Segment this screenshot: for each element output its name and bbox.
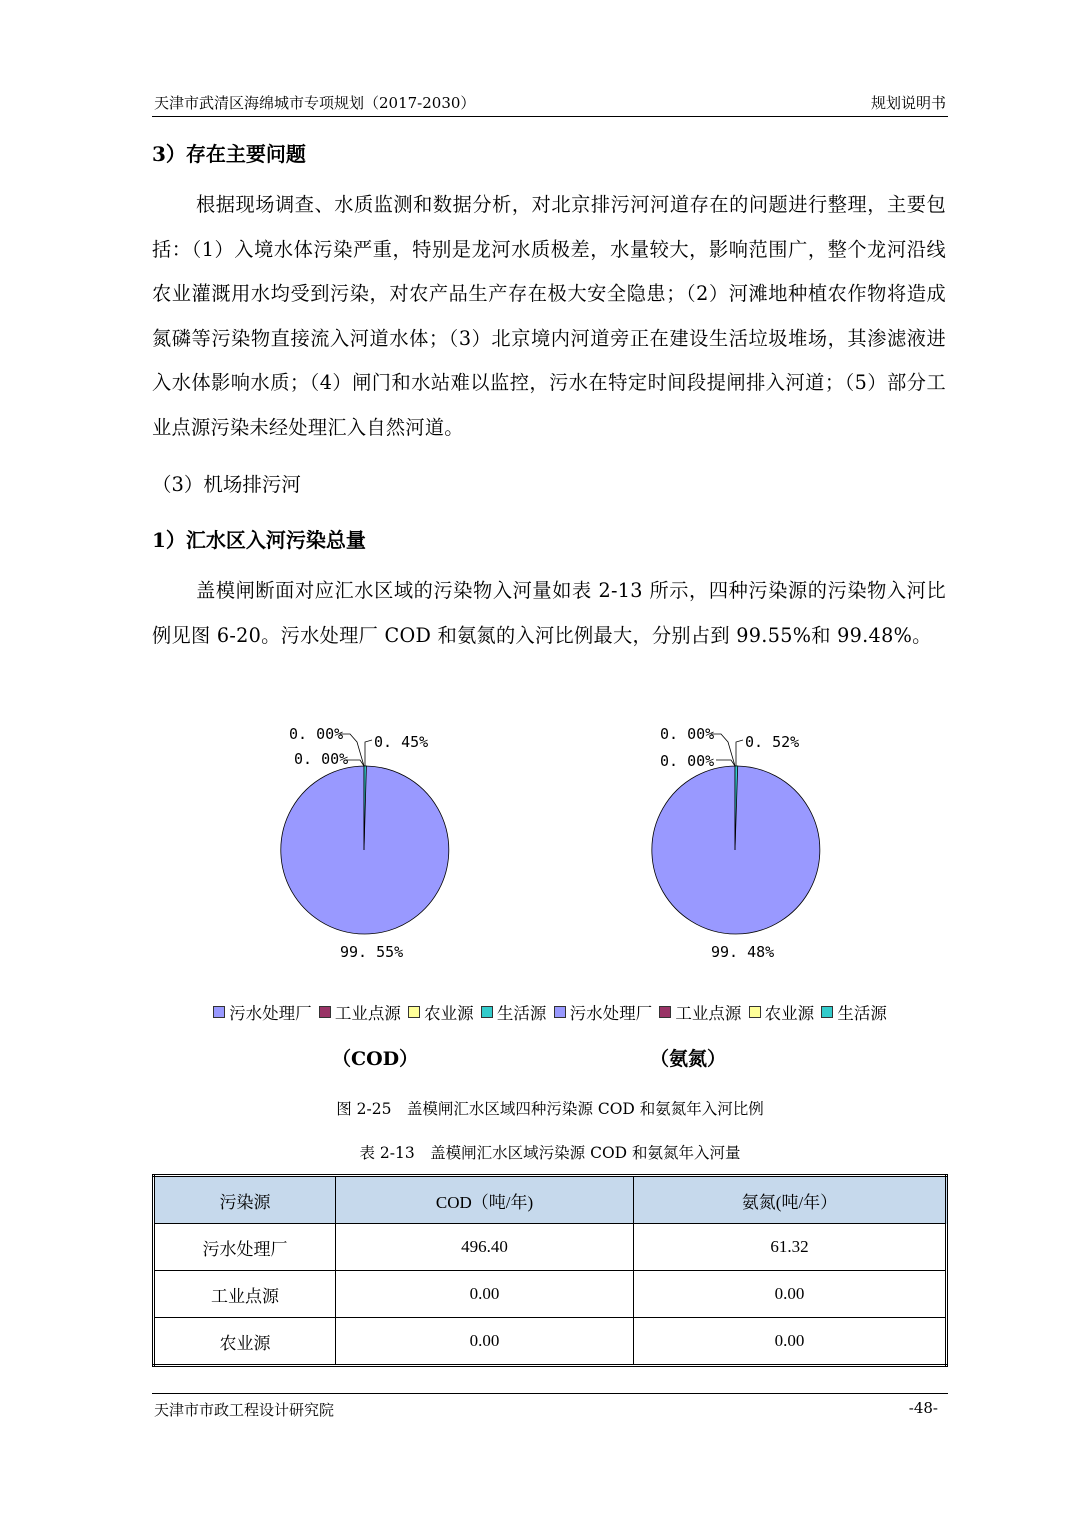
pie-chart-ammonia <box>623 718 883 978</box>
label-agricultural: 0. 00% <box>294 750 349 768</box>
heading-main-problems: 3）存在主要问题 <box>152 142 306 166</box>
legend-swatch-icon <box>408 1006 420 1018</box>
legend-item <box>821 1000 887 1024</box>
figure-caption: 图 2-25 盖模闸汇水区域四种污染源 COD 和氨氮年入河比例 <box>336 1100 764 1118</box>
table-row <box>154 1318 947 1366</box>
legend-item <box>213 1000 312 1024</box>
label-industrial: 0. 00% <box>660 725 715 743</box>
table-caption: 表 2-13 盖模闸汇水区域污染源 COD 和氨氮年入河量 <box>359 1144 741 1162</box>
table-row <box>154 1224 947 1271</box>
label-domestic: 0. 52% <box>745 733 800 751</box>
table-cell: 0.00 <box>336 1318 634 1366</box>
heading-total-pollution: 1）汇水区入河污染总量 <box>152 528 366 552</box>
leader-line <box>365 740 372 766</box>
table-cell: 496.40 <box>336 1224 634 1271</box>
legend-label: 农业源 <box>764 1004 815 1023</box>
page-footer <box>152 1393 948 1419</box>
pollution-table <box>152 1174 948 1367</box>
legend-item <box>481 1000 547 1024</box>
header-doc-type: 规划说明书 <box>870 94 946 112</box>
legend-label: 污水处理厂 <box>229 1004 312 1023</box>
header-title: 天津市武清区海绵城市专项规划（2017-2030） <box>154 94 476 112</box>
legend-item <box>749 1000 815 1024</box>
page-header <box>152 92 948 117</box>
legend-label: 生活源 <box>837 1004 887 1023</box>
label-sewage-plant: 99. 55% <box>340 943 404 961</box>
legend-item <box>408 1000 474 1024</box>
table-cell: 0.00 <box>634 1271 947 1318</box>
table-cell: 工业点源 <box>154 1271 336 1318</box>
label-agricultural: 0. 00% <box>660 752 715 770</box>
legend-swatch-icon <box>319 1006 331 1018</box>
legend-swatch-icon <box>821 1006 833 1018</box>
legend-item <box>319 1000 401 1024</box>
chart-legend <box>152 1000 948 1024</box>
paragraph-total-pollution: 盖模闸断面对应汇水区域的污染物入河量如表 2-13 所示，四种污染源的污染物入河比例见图 6-20。污水处理厂 COD 和氨氮的入河比例最大，分别占到 99.55%和 99.48%。 <box>152 579 946 647</box>
column-header: COD（吨/年) <box>336 1176 634 1224</box>
leader-line <box>716 760 735 766</box>
column-header: 污染源 <box>154 1176 336 1224</box>
table-cell: 农业源 <box>154 1318 336 1366</box>
legend-label: 生活源 <box>496 1004 547 1023</box>
pie-charts-figure <box>152 718 948 1070</box>
label-sewage-plant: 99. 48% <box>711 943 775 961</box>
page-number: -48- <box>908 1399 938 1417</box>
table-cell: 61.32 <box>634 1224 947 1271</box>
table-cell: 0.00 <box>336 1271 634 1318</box>
leader-line <box>736 740 743 766</box>
legend-swatch-icon <box>213 1006 225 1018</box>
legend-swatch-icon <box>749 1006 761 1018</box>
table-header-row <box>154 1176 947 1224</box>
legend-label: 污水处理厂 <box>569 1004 653 1023</box>
paragraph-problems: 根据现场调查、水质监测和数据分析，对北京排污河河道存在的问题进行整理，主要包括：（1）入境水体污染严重，特别是龙河水质极差，水量较大，影响范围广，整个龙河沿线农业灌溉用水均受到污染，对农产品生产存在极大安全隐患；（2）河滩地种植农作物将造成氮磷等污染物直接流入河道水体；（3）北京境内河道旁正在建设生活垃圾堆场，其渗滤液进入水体影响水质；（4）闸门和水站难以监控，污水在特定时间段提闸排入河道；（5）部分工业点源污染未经处理汇入自然河道。 <box>152 193 946 439</box>
label-industrial: 0. 00% <box>289 725 344 743</box>
heading-airport-river: （3）机场排污河 <box>152 473 301 496</box>
table-cell: 0.00 <box>634 1318 947 1366</box>
legend-swatch-icon <box>659 1006 671 1018</box>
legend-swatch-icon <box>554 1006 566 1018</box>
pie-chart-cod <box>252 718 512 978</box>
legend-item <box>554 1000 653 1024</box>
legend-item <box>659 1000 741 1024</box>
column-header: 氨氮(吨/年） <box>634 1176 947 1224</box>
legend-label: 工业点源 <box>334 1004 401 1023</box>
chart-subtitle-ammonia: （氨氮） <box>650 1048 727 1070</box>
table-row <box>154 1271 947 1318</box>
chart-subtitle-cod: （COD） <box>332 1048 419 1070</box>
table-cell: 污水处理厂 <box>154 1224 336 1271</box>
legend-label: 工业点源 <box>675 1004 742 1023</box>
legend-label: 农业源 <box>424 1004 474 1023</box>
footer-org: 天津市市政工程设计研究院 <box>154 1401 335 1419</box>
legend-swatch-icon <box>481 1006 493 1018</box>
label-domestic: 0. 45% <box>374 733 429 751</box>
